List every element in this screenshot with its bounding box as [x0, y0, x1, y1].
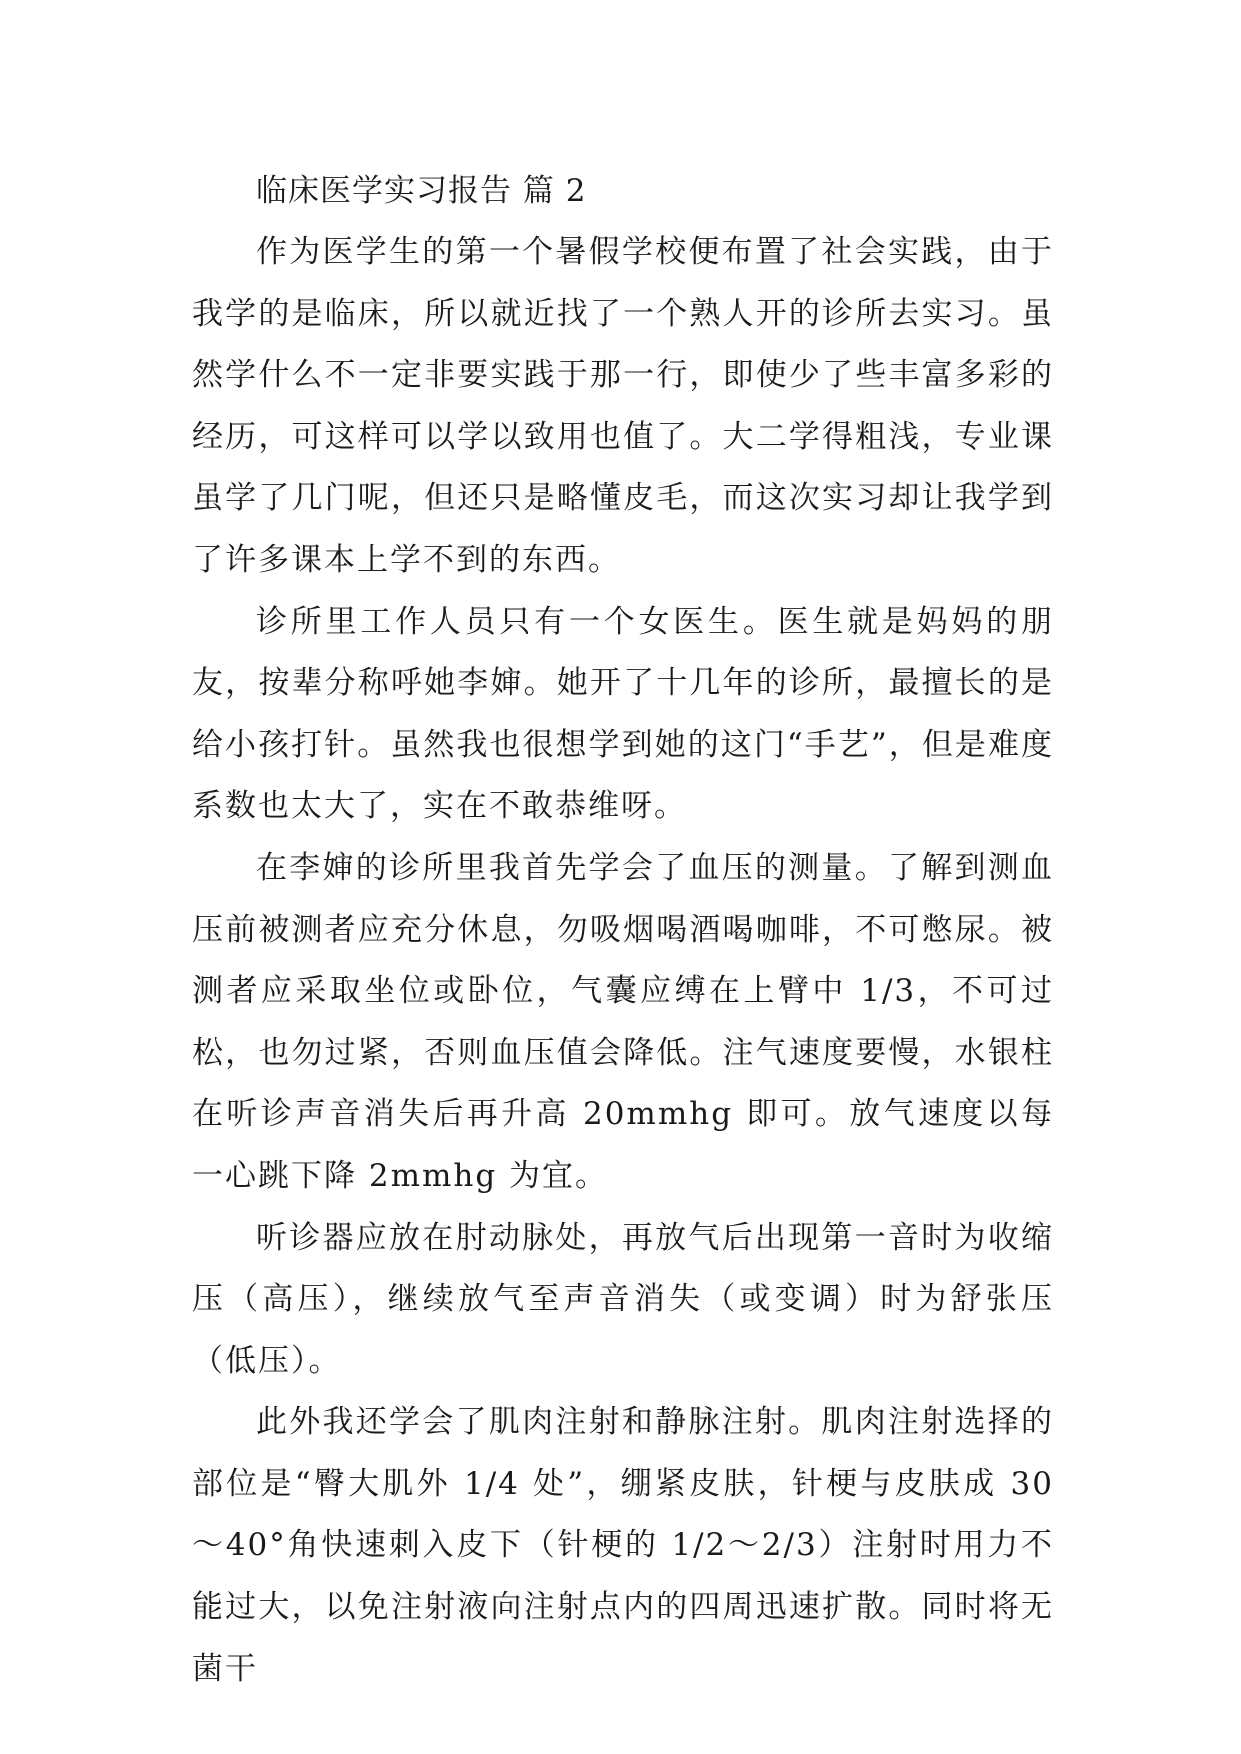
paragraph-3: 在李婶的诊所里我首先学会了血压的测量。了解到测血压前被测者应充分休息，勿吸烟喝酒喝咖啡，不可憋尿。被测者应采取坐位或卧位，气囊应缚在上臂中 1/3，不可过松，也勿过紧，否则血压值会降低。注气速度要慢，水银柱在听诊声音消失后再升高 20mmhg 即可。放气速度以每一心跳下降 2mmhg 为宜。 — [192, 849, 1054, 1194]
paragraph-4: 听诊器应放在肘动脉处，再放气后出现第一音时为收缩压（高压），继续放气至声音消失（或变调）时为舒张压（低压）。 — [192, 1219, 1054, 1379]
section-title: 临床医学实习报告 篇 2 — [256, 173, 587, 209]
paragraph-2: 诊所里工作人员只有一个女医生。医生就是妈妈的朋友，按辈分称呼她李婶。她开了十几年的诊所，最擅长的是给小孩打针。虽然我也很想学到她的这门“手艺”，但是难度系数也太大了，实在不敢恭维呀。 — [192, 603, 1054, 825]
document-body — [192, 160, 1054, 1700]
paragraph-5: 此外我还学会了肌肉注射和静脉注射。肌肉注射选择的部位是“臀大肌外 1/4 处”，绷紧皮肤，针梗与皮肤成 30～40°角快速刺入皮下（针梗的 1/2～2/3）注射时用力不能过大，以免注射液向注射点内的四周迅速扩散。同时将无菌干 — [192, 1404, 1054, 1687]
paragraph-1: 作为医学生的第一个暑假学校便布置了社会实践，由于我学的是临床，所以就近找了一个熟人开的诊所去实习。虽然学什么不一定非要实践于那一行，即使少了些丰富多彩的经历，可这样可以学以致用也值了。大二学得粗浅，专业课虽学了几门呢，但还只是略懂皮毛，而这次实习却让我学到了许多课本上学不到的东西。 — [192, 234, 1054, 578]
